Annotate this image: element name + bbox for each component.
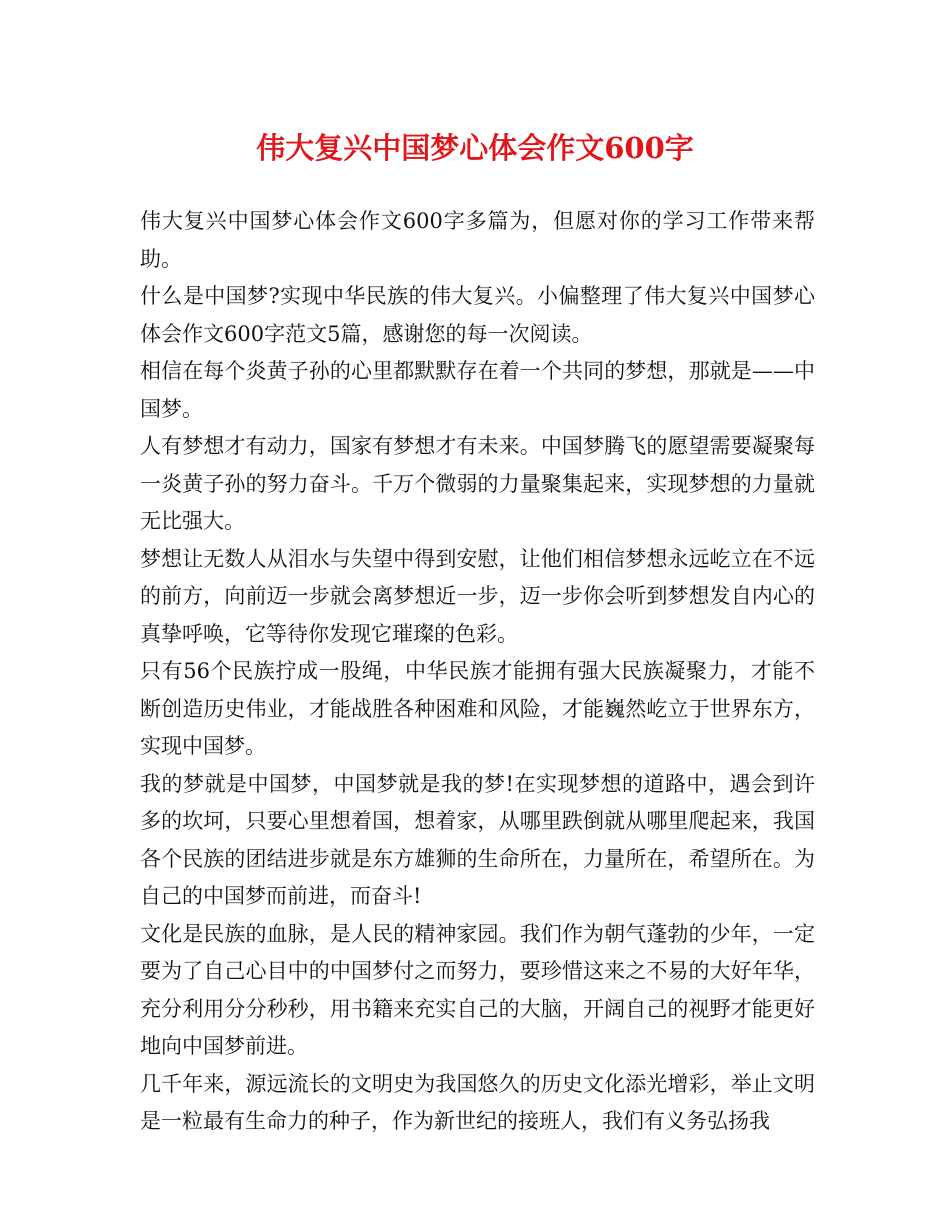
paragraph: 什么是中国梦?实现中华民族的伟大复兴。小偏整理了伟大复兴中国梦心体会作文600字范文5篇，感谢您的每一次阅读。 (140, 284, 815, 346)
paragraph: 文化是民族的血脉，是人民的精神家园。我们作为朝气蓬勃的少年，一定要为了自己心目中的中国梦付之而努力，要珍惜这来之不易的大好年华，充分利用分分秒秒，用书籍来充实自己的大脑，开阔自己的视野才能更好地向中国梦前进。 (140, 921, 815, 1058)
paragraph: 人有梦想才有动力，国家有梦想才有未来。中国梦腾飞的愿望需要凝聚每一炎黄子孙的努力奋斗。千万个微弱的力量聚集起来，实现梦想的力量就无比强大。 (140, 434, 815, 533)
paragraph: 伟大复兴中国梦心体会作文600字多篇为，但愿对你的学习工作带来帮助。 (140, 209, 815, 271)
paragraph: 梦想让无数人从泪水与失望中得到安慰，让他们相信梦想永远屹立在不远的前方，向前迈一步就会离梦想近一步，迈一步你会听到梦想发自内心的真挚呼唤，它等待你发现它璀璨的色彩。 (140, 546, 815, 646)
document-title: 伟大复兴中国梦心体会作文600字 (256, 131, 694, 165)
paragraph: 只有56个民族拧成一股绳，中华民族才能拥有强大民族凝聚力，才能不断创造历史伟业，才能战胜各种困难和风险，才能巍然屹立于世界东方，实现中国梦。 (140, 659, 815, 758)
paragraph: 我的梦就是中国梦，中国梦就是我的梦!在实现梦想的道路中，遇会到许多的坎坷，只要心里想着国，想着家，从哪里跌倒就从哪里爬起来，我国各个民族的团结进步就是东方雄狮的生命所在，力量所在，希望所在。为自己的中国梦而前进，而奋斗! (140, 771, 815, 908)
document-body (140, 203, 815, 1141)
paragraph: 几千年来，源远流长的文明史为我国悠久的历史文化添光增彩，举止文明是一粒最有生命力的种子，作为新世纪的接班人，我们有义务弘扬我 (140, 1071, 815, 1133)
paragraph: 相信在每个炎黄子孙的心里都默默存在着一个共同的梦想，那就是——中国梦。 (140, 359, 815, 421)
